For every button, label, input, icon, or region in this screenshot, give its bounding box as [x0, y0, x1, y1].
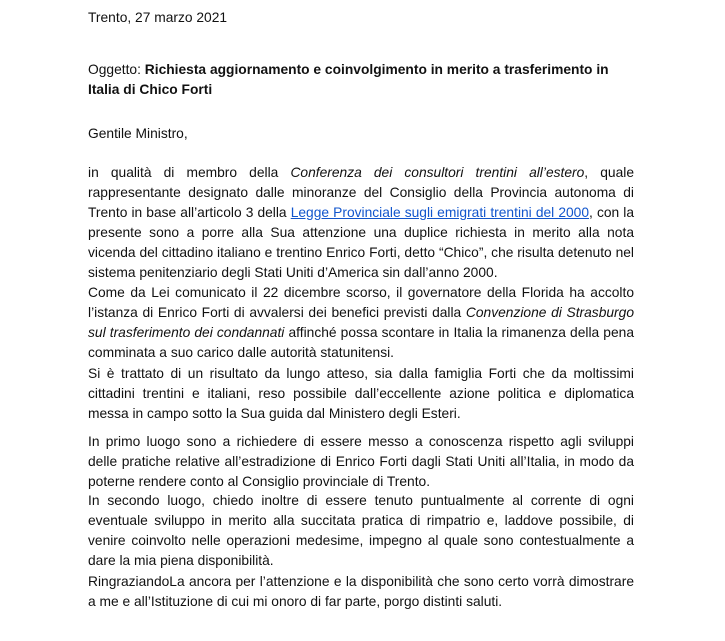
- subject-text: Richiesta aggiornamento e coinvolgimento in merito a trasferimento in Italia di Chico Forti: [88, 62, 609, 97]
- p1-text-c: , quale rappresentante designato dalle minoranze del Consiglio della Provincia autonoma di Trento in base all’articolo 3 della: [88, 165, 634, 220]
- letter-date: Trento, 27 marzo 2021: [88, 10, 228, 25]
- p1-text-a: in qualità di membro della: [88, 165, 291, 180]
- p2-convention-name: Convenzione di Strasburgo sul trasferimento dei condannati: [88, 305, 634, 340]
- p1-conference-name: Conferenza dei consultori trentini all’estero: [290, 165, 585, 180]
- paragraph-florida: [88, 283, 634, 363]
- p2-text-c: affinché possa scontare in Italia la rimanenza della pena comminata a suo carico dalle autorità statunitensi.: [88, 325, 635, 360]
- paragraph-closing: RingraziandoLa ancora per l’attenzione e la disponibilità che sono certo vorrà dimostrare a me e all’Istituzione di cui mi onoro di far parte, porgo distinti saluti.: [88, 574, 634, 609]
- p1-text-d: , con la presente sono a porre alla Sua attenzione una duplice richiesta in merito alla nota vicenda del cittadino italiano e trentino Enrico Forti, detto “Chico”, che risulta detenuto nel sistema penitenziario degli Stati Uniti d’America sin dall’anno 2000.: [88, 205, 635, 280]
- paragraph-result: Si è trattato di un risultato da lungo atteso, sia dalla famiglia Forti che da moltissimi cittadini trentini e italiani, reso possibile dall’eccellente azione politica e diplomatica messa in campo sotto la Sua guida dal Ministero degli Esteri.: [88, 366, 634, 421]
- subject-label: Oggetto:: [88, 62, 145, 77]
- paragraph-first-request: In primo luogo sono a richiedere di essere messo a conoscenza rispetto agli sviluppi delle pratiche relative all’estradizione di Enrico Forti dagli Stati Uniti all’Italia, in modo da poterne rendere conto al Consiglio provinciale di Trento.: [88, 434, 634, 489]
- paragraph-intro: [88, 163, 634, 283]
- letter-greeting: Gentile Ministro,: [88, 126, 188, 141]
- letter-subject: [88, 60, 638, 100]
- p2-text-a: Come da Lei comunicato il 22 dicembre scorso, il governatore della Florida ha accolto l’istanza di Enrico Forti di avvalersi dei benefici previsti dalla: [88, 285, 634, 320]
- law-link[interactable]: Legge Provinciale sugli emigrati trentini del 2000: [290, 205, 590, 220]
- paragraph-second-request: In secondo luogo, chiedo inoltre di essere tenuto puntualmente al corrente di ogni eventuale sviluppo in merito alla succitata pratica di rimpatrio e, laddove possibile, di venire coinvolto nelle operazioni medesime, impegno al quale sono contestualmente a dare la mia piena disponibilità.: [88, 493, 634, 568]
